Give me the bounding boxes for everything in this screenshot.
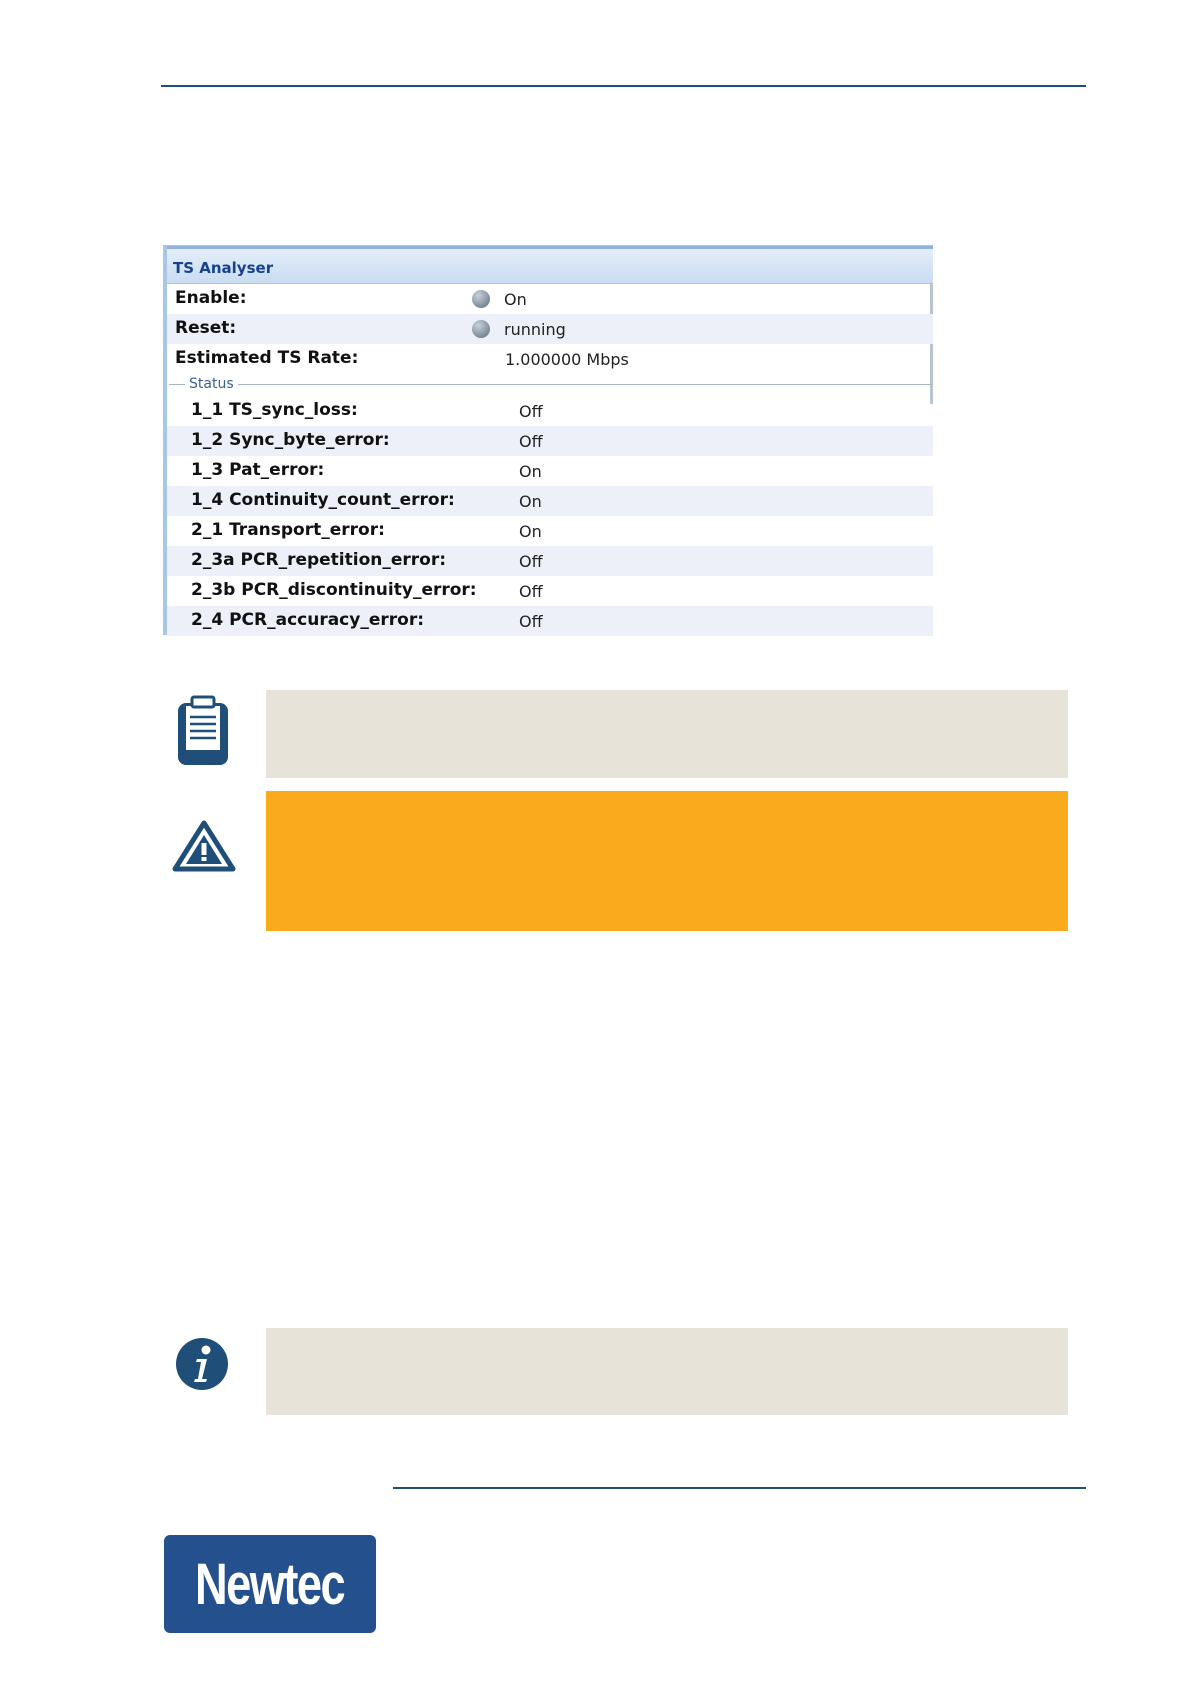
status-row	[167, 576, 933, 606]
status-value: On	[519, 462, 542, 481]
status-row	[167, 426, 933, 456]
status-row	[167, 456, 933, 486]
status-label: 2_4 PCR_accuracy_error:	[191, 610, 425, 630]
status-row	[167, 546, 933, 576]
status-value: On	[519, 522, 542, 541]
enable-label: Enable:	[175, 288, 247, 308]
panel-header	[167, 246, 933, 284]
info-box	[266, 1328, 1068, 1415]
status-row	[167, 396, 933, 426]
status-label: 1_1 TS_sync_loss:	[191, 400, 358, 420]
status-label: 2_1 Transport_error:	[191, 520, 385, 540]
status-value: On	[519, 492, 542, 511]
logo-text: Newtec	[195, 1551, 345, 1617]
warning-box	[266, 791, 1068, 931]
status-row	[167, 516, 933, 546]
ts-rate-row	[167, 344, 933, 374]
header-rule	[161, 85, 1086, 87]
status-label: 1_2 Sync_byte_error:	[191, 430, 390, 450]
footer-rule	[393, 1487, 1086, 1489]
status-label: 1_4 Continuity_count_error:	[191, 490, 455, 510]
clipboard-icon	[176, 695, 232, 771]
panel-title: TS Analyser	[173, 259, 274, 277]
ts-rate-label: Estimated TS Rate:	[175, 348, 359, 368]
ts-rate-value: 1.000000 Mbps	[505, 350, 629, 369]
enable-row	[167, 284, 933, 314]
warning-triangle-icon	[172, 820, 236, 876]
edit-icon[interactable]	[472, 290, 490, 308]
status-label: 1_3 Pat_error:	[191, 460, 325, 480]
status-label: 2_3b PCR_discontinuity_error:	[191, 580, 477, 600]
info-icon	[175, 1337, 229, 1395]
status-value: Off	[519, 582, 543, 601]
edit-icon[interactable]	[472, 320, 490, 338]
enable-value[interactable]: On	[504, 290, 527, 309]
reset-row	[167, 314, 933, 344]
status-value: Off	[519, 552, 543, 571]
status-value: Off	[519, 612, 543, 631]
reset-value[interactable]: running	[504, 320, 566, 339]
reset-label: Reset:	[175, 318, 237, 338]
newtec-logo	[164, 1535, 376, 1633]
note-box	[266, 690, 1068, 778]
status-row	[167, 486, 933, 516]
status-row	[167, 606, 933, 636]
status-legend: Status	[185, 376, 238, 392]
status-divider	[169, 384, 933, 385]
status-value: Off	[519, 432, 543, 451]
status-value: Off	[519, 402, 543, 421]
ts-analyser-panel	[163, 245, 933, 635]
status-label: 2_3a PCR_repetition_error:	[191, 550, 447, 570]
